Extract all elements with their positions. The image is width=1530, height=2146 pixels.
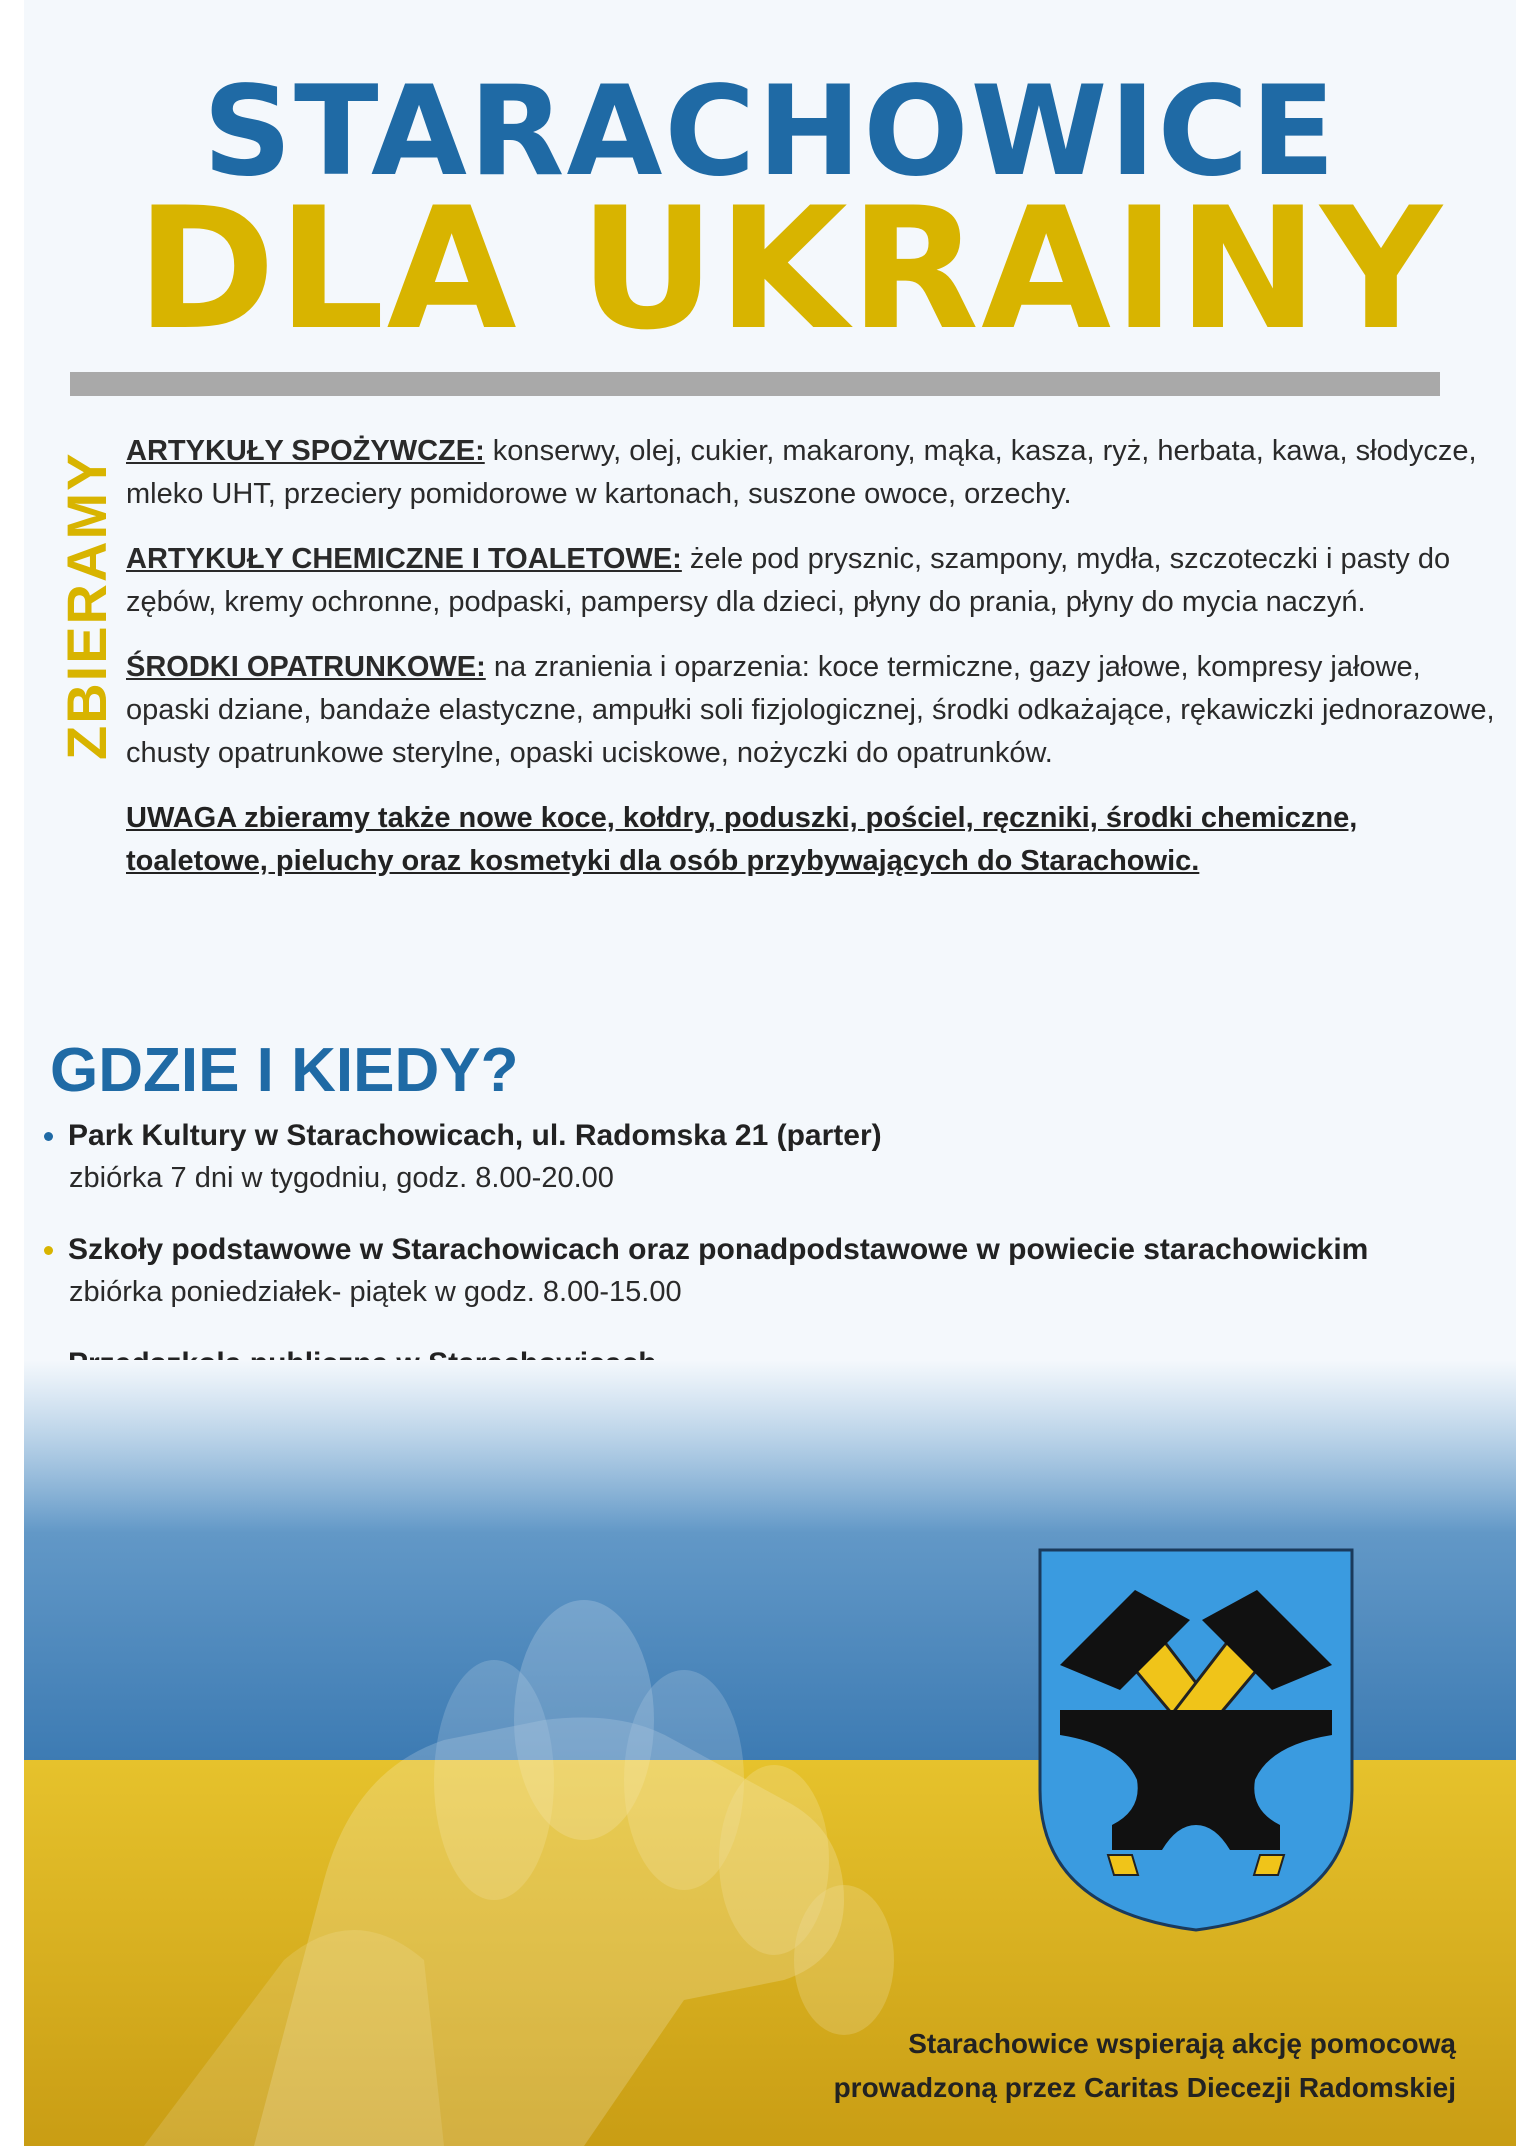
bullet-icon	[44, 1132, 53, 1141]
collect-note: UWAGA zbieramy także nowe koce, kołdry, poduszki, pościel, ręczniki, środki chemiczne, toaletowe, pieluchy oraz kosmetyki dla osób przybywających do Starachowic.	[126, 802, 1358, 877]
collect-item-label: ARTYKUŁY SPOŻYWCZE:	[126, 435, 485, 467]
collect-item-chemical	[126, 538, 1506, 624]
location-name: Szkoły podstawowe w Starachowicach oraz ponadpodstawowe w powiecie starachowickim	[68, 1233, 1369, 1266]
footer-credit	[696, 2022, 1456, 2110]
footer-line-2: prowadzoną przez Caritas Diecezji Radomskiej	[833, 2072, 1456, 2103]
collect-item-label: ARTYKUŁY CHEMICZNE I TOALETOWE:	[126, 543, 682, 575]
collect-item-food	[126, 430, 1506, 516]
collect-side-label: ZBIERAMY	[55, 451, 118, 760]
collect-item-text: konserwy, olej, cukier, makarony, mąka, kasza, ryż, herbata, kawa, słodycze, mleko UHT, przeciery pomidorowe w kartonach, suszone owoce, orzechy.	[126, 435, 1477, 510]
location-hours: zbiórka poniedziałek- piątek w godz. 8.00-15.00	[69, 1276, 682, 1308]
title-divider	[70, 372, 1440, 396]
title-line-2: DLA UKRAINY	[136, 171, 1444, 367]
list-item	[44, 1115, 1494, 1199]
list-item	[44, 1229, 1494, 1313]
poster	[24, 0, 1516, 2146]
location-name: Park Kultury w Starachowicach, ul. Radomska 21 (parter)	[68, 1119, 882, 1152]
collect-item-text: na zranienia i oparzenia: koce termiczne, gazy jałowe, kompresy jałowe, opaski dziane, bandaże elastyczne, ampułki soli fizjologicznej, środki odkażające, rękawiczki jednorazowe, chusty opatrunkowe sterylne, opaski uciskowe, nożyczki do opatrunków.	[126, 651, 1495, 769]
collect-items	[126, 430, 1506, 883]
collect-item-medical	[126, 646, 1506, 775]
coat-of-arms-icon	[1040, 1550, 1352, 1930]
footer-line-1: Starachowice wspierają akcję pomocową	[908, 2028, 1456, 2059]
collect-item-text: żele pod prysznic, szampony, mydła, szczoteczki i pasty do zębów, kremy ochronne, podpaski, pampersy dla dzieci, płyny do prania, płyny do mycia naczyń.	[126, 543, 1451, 618]
collect-item-label: ŚRODKI OPATRUNKOWE:	[126, 651, 486, 683]
where-heading: GDZIE I KIEDY?	[50, 1036, 519, 1105]
bullet-icon	[44, 1246, 53, 1255]
location-hours: zbiórka 7 dni w tygodniu, godz. 8.00-20.00	[69, 1162, 614, 1194]
title-line-1: STARACHOWICE	[202, 60, 1338, 204]
